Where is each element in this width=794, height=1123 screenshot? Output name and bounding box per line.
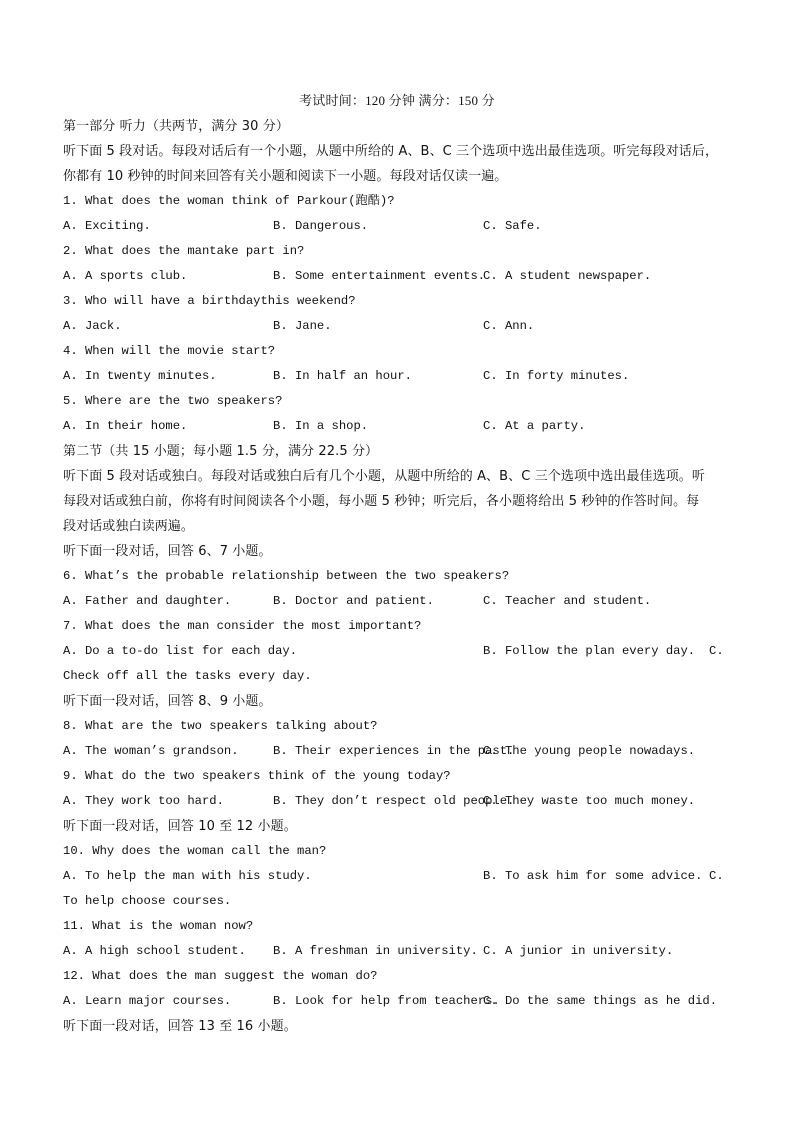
option-a: A. Jack. [63,319,122,333]
option-c: C. In forty minutes. [483,369,630,383]
option-b: B. Dangerous. [273,219,369,233]
instruction-line: 听下面一段对话，回答 8、9 小题。 [63,694,272,709]
option-a: A. To help the man with his study. [63,869,312,883]
instruction-line: 听下面 5 段对话。每段对话后有一个小题，从题中所给的 A、B、C 三个选项中选出最佳选项。听完每段对话后， [63,144,719,159]
option-b: B. They don’t respect old people. [273,794,515,808]
options-row [63,939,743,964]
question-line: 1. What does the woman think of Parkour(跑酷)? [63,194,395,208]
options-row [63,414,743,439]
options-row [63,264,743,289]
option-b: B. Some entertainment events. [273,269,486,283]
option-c: C. Do the same things as he did. [483,994,718,1008]
option-c: C. [709,869,724,883]
question-line: 7. What does the man consider the most important? [63,619,422,633]
option-b: B. Jane. [273,319,332,333]
option-a: A. They work too hard. [63,794,224,808]
question-line: 6. What’s the probable relationship between the two speakers? [63,569,510,583]
option-a: A. Exciting. [63,219,151,233]
option-b: B. Their experiences in the past. [273,744,515,758]
option-a: A. Father and daughter. [63,594,232,608]
instruction-line: 每段对话或独白前，你将有时间阅读各个小题，每小题 5 秒钟；听完后，各小题将给出 5 秒钟的作答时间。每 [63,494,700,509]
instruction-line: 听下面 5 段对话或独白。每段对话或独白后有几个小题，从题中所给的 A、B、C 三个选项中选出最佳选项。听 [63,469,705,484]
instruction-line: 第二节（共 15 小题；每小题 1.5 分，满分 22.5 分） [63,444,379,459]
question-line: 10. Why does the woman call the man? [63,844,327,858]
option-a: A. The woman’s grandson. [63,744,239,758]
instruction-line: 第一部分 听力（共两节，满分 30 分） [63,119,289,134]
option-a: A. In their home. [63,419,188,433]
question-line: To help choose courses. [63,894,232,908]
option-c: C. A junior in university. [483,944,674,958]
option-a: A. A sports club. [63,269,188,283]
option-b: B. In half an hour. [273,369,412,383]
question-line: 11. What is the woman now? [63,919,254,933]
option-c: C. Ann. [483,319,535,333]
option-a: A. Learn major courses. [63,994,232,1008]
options-row [63,989,743,1014]
question-line: 9. What do the two speakers think of the young today? [63,769,451,783]
options-row [63,589,743,614]
question-line: 2. What does the mantake part in? [63,244,305,258]
instruction-line: 听下面一段对话，回答 10 至 12 小题。 [63,819,297,834]
option-c: C. Safe. [483,219,542,233]
options-row [63,864,743,889]
option-b: B. A freshman in university. [273,944,478,958]
option-c: C. [709,644,724,658]
question-line: 5. Where are the two speakers? [63,394,283,408]
option-c: C. They waste too much money. [483,794,696,808]
option-c: C. The young people nowadays. [483,744,696,758]
option-c: C. At a party. [483,419,586,433]
option-c: C. Teacher and student. [483,594,652,608]
question-line: 3. Who will have a birthdaythis weekend? [63,294,356,308]
question-line: 8. What are the two speakers talking about? [63,719,378,733]
instruction-line: 你都有 10 秒钟的时间来回答有关小题和阅读下一小题。每段对话仅读一遍。 [63,169,508,184]
option-a: A. Do a to-do list for each day. [63,644,298,658]
option-b: B. In a shop. [273,419,369,433]
option-b: B. Look for help from teachers. [273,994,500,1008]
instruction-line: 听下面一段对话，回答 6、7 小题。 [63,544,272,559]
options-row [63,364,743,389]
options-row [63,314,743,339]
option-b: B. To ask him for some advice. [483,869,703,883]
exam-content [63,114,743,1039]
options-row [63,214,743,239]
exam-header: 考试时间：120 分钟 满分：150 分 [299,93,495,108]
option-c: C. A student newspaper. [483,269,652,283]
option-b: B. Doctor and patient. [273,594,434,608]
option-a: A. In twenty minutes. [63,369,217,383]
option-a: A. A high school student. [63,944,246,958]
options-row [63,639,743,664]
options-row [63,739,743,764]
instruction-line: 段对话或独白读两遍。 [63,519,195,534]
question-line: Check off all the tasks every day. [63,669,312,683]
question-line: 4. When will the movie start? [63,344,276,358]
question-line: 12. What does the man suggest the woman do? [63,969,378,983]
option-b: B. Follow the plan every day. [483,644,696,658]
instruction-line: 听下面一段对话，回答 13 至 16 小题。 [63,1019,297,1034]
options-row [63,789,743,814]
